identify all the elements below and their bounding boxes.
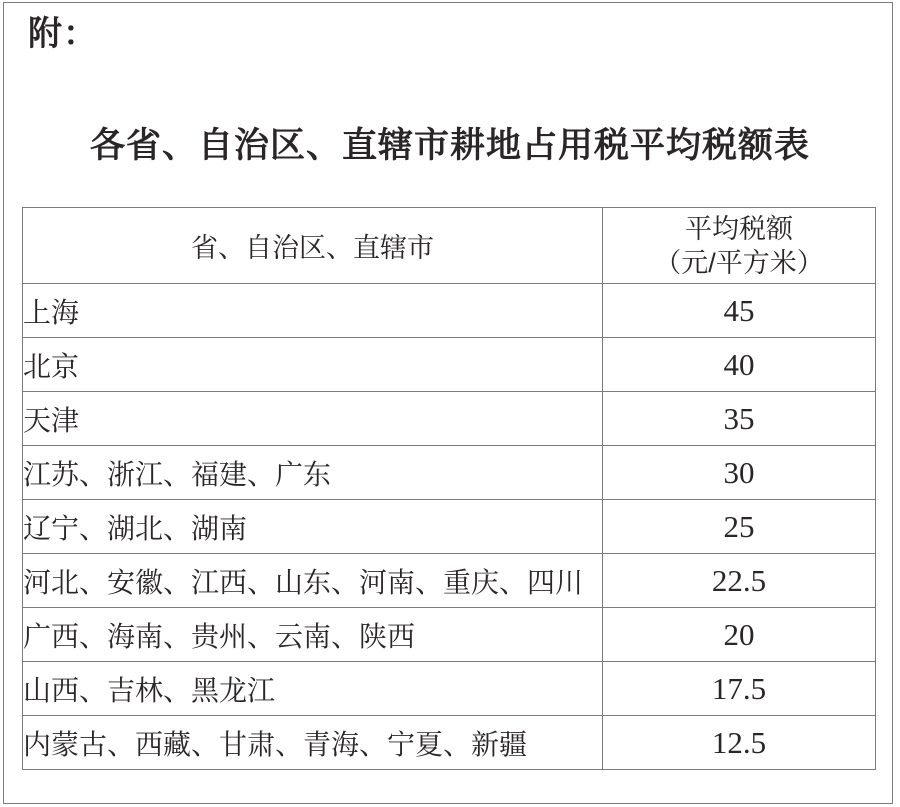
table-row <box>23 392 876 446</box>
table-row <box>23 608 876 662</box>
region-cell: 江苏、浙江、福建、广东 <box>23 446 603 500</box>
tax-cell: 12.5 <box>603 716 876 770</box>
region-cell: 北京 <box>23 338 603 392</box>
table-row <box>23 446 876 500</box>
table-row <box>23 338 876 392</box>
tax-cell: 17.5 <box>603 662 876 716</box>
region-cell: 广西、海南、贵州、云南、陕西 <box>23 608 603 662</box>
tax-cell: 22.5 <box>603 554 876 608</box>
table-header-row <box>23 208 876 284</box>
tax-cell: 40 <box>603 338 876 392</box>
tax-cell: 25 <box>603 500 876 554</box>
table-row <box>23 500 876 554</box>
attachment-label: 附： <box>28 16 98 53</box>
tax-column-header-line1: 平均税额 <box>685 213 793 244</box>
tax-column-header <box>603 208 876 284</box>
tax-column-header-line2: （元/平方米） <box>654 247 824 278</box>
tax-cell: 35 <box>603 392 876 446</box>
tax-cell: 45 <box>603 284 876 338</box>
region-column-header: 省、自治区、直辖市 <box>23 208 603 284</box>
region-cell: 山西、吉林、黑龙江 <box>23 662 603 716</box>
region-cell: 辽宁、湖北、湖南 <box>23 500 603 554</box>
tax-cell: 30 <box>603 446 876 500</box>
region-cell: 内蒙古、西藏、甘肃、青海、宁夏、新疆 <box>23 716 603 770</box>
region-cell: 河北、安徽、江西、山东、河南、重庆、四川 <box>23 554 603 608</box>
region-cell: 天津 <box>23 392 603 446</box>
table-row <box>23 554 876 608</box>
tax-cell: 20 <box>603 608 876 662</box>
table-row <box>23 716 876 770</box>
table-row <box>23 662 876 716</box>
region-cell: 上海 <box>23 284 603 338</box>
tax-table <box>22 207 876 770</box>
page-title: 各省、自治区、直辖市耕地占用税平均税额表 <box>89 126 810 165</box>
table-row <box>23 284 876 338</box>
